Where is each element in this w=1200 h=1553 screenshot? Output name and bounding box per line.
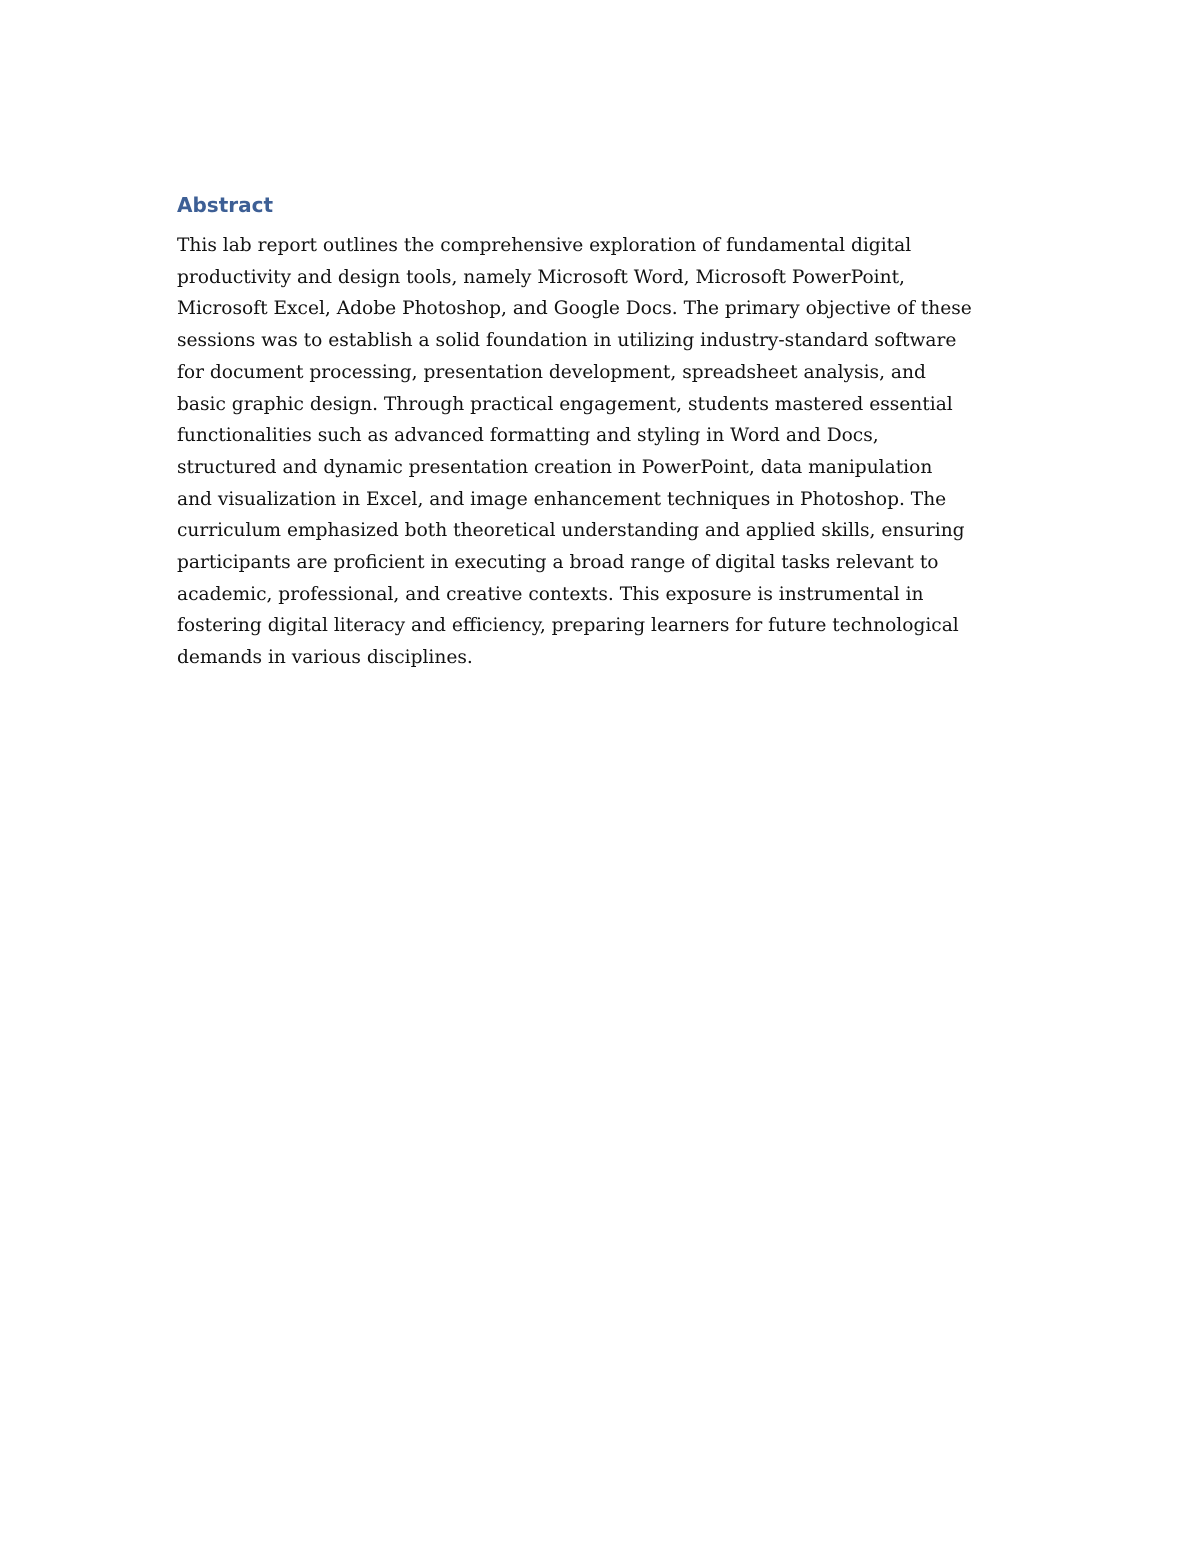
paragraph-line: This lab report outlines the comprehensive exploration of fundamental digital (177, 235, 912, 256)
paragraph-line: basic graphic design. Through practical engagement, students mastered essential (177, 393, 953, 415)
paragraph-line: productivity and design tools, namely Microsoft Word, Microsoft PowerPoint, (177, 266, 905, 288)
paragraph-line: Microsoft Excel, Adobe Photoshop, and Google Docs. The primary objective of these (177, 298, 972, 320)
paragraph-line: for document processing, presentation development, spreadsheet analysis, and (177, 361, 926, 383)
paragraph-line: sessions was to establish a solid foundation in utilizing industry-standard software (177, 330, 957, 352)
paragraph-line: curriculum emphasized both theoretical understanding and applied skills, ensuring (177, 520, 965, 542)
paragraph-line: demands in various disciplines. (177, 647, 473, 669)
abstract-heading: Abstract (177, 193, 274, 217)
paragraph-line: fostering digital literacy and efficiency, preparing learners for future technological (177, 615, 959, 637)
paragraph-line: structured and dynamic presentation creation in PowerPoint, data manipulation (177, 456, 933, 478)
abstract-paragraph (177, 230, 1017, 674)
paragraph-line: functionalities such as advanced formatting and styling in Word and Docs, (177, 425, 879, 447)
paragraph-line: academic, professional, and creative contexts. This exposure is instrumental in (177, 583, 924, 605)
paragraph-line: and visualization in Excel, and image enhancement techniques in Photoshop. The (177, 488, 947, 510)
paragraph-line: participants are proficient in executing a broad range of digital tasks relevant to (177, 552, 939, 574)
abstract-section (177, 190, 1017, 674)
